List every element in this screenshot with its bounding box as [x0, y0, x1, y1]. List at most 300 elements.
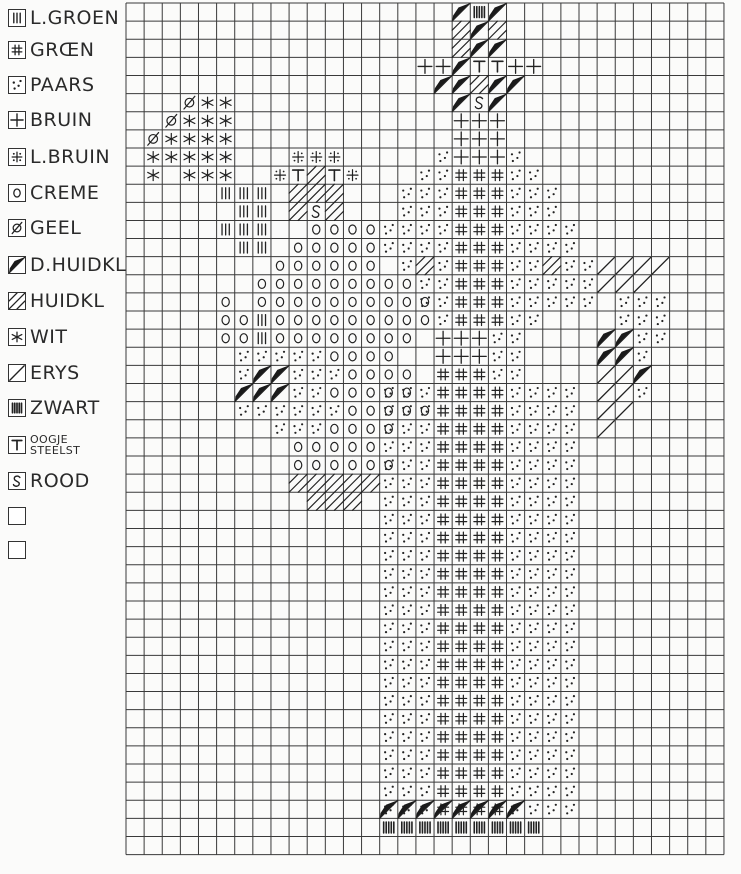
stitch-dots-icon	[547, 478, 557, 489]
stitch-circle-icon	[403, 297, 410, 306]
stitch-hash-icon	[456, 786, 467, 797]
stitch-hash-icon	[474, 496, 485, 507]
stitch-dense-vertical-lines-icon	[474, 7, 484, 18]
stitch-plus-icon	[491, 132, 505, 146]
stitch-circle-icon	[403, 334, 410, 343]
stitch-hash-icon	[474, 206, 485, 217]
stitch-circle-icon	[403, 406, 410, 415]
stitch-dots-icon	[384, 623, 394, 634]
stitch-hash-icon	[492, 188, 503, 199]
stitch-dots-icon	[547, 242, 557, 253]
stitch-hash-icon	[456, 405, 467, 416]
stitch-circle-icon	[331, 334, 338, 343]
stitch-dots-icon	[529, 441, 539, 452]
stitch-hash-icon	[474, 786, 485, 797]
stitch-half-filled-triangle-icon	[398, 800, 416, 818]
stitch-triple-vertical-lines-icon	[240, 224, 247, 235]
stitch-dots-icon	[402, 586, 412, 597]
stitch-dots-icon	[529, 314, 539, 325]
stitch-single-slash-icon	[616, 403, 632, 419]
stitch-dots-icon	[402, 242, 412, 253]
stitch-hash-icon	[492, 750, 503, 761]
stitch-dots-icon	[511, 278, 521, 289]
stitch-dots-icon	[384, 224, 394, 235]
stitch-circle-icon	[295, 279, 302, 288]
stitch-circle-icon	[313, 243, 320, 252]
stitch-hash-icon	[438, 405, 449, 416]
stitch-hash-icon	[492, 623, 503, 634]
stitch-dots-icon	[420, 641, 430, 652]
stitch-dots-icon	[312, 423, 322, 434]
stitch-circle-icon	[222, 316, 229, 325]
stitch-plus-icon	[472, 132, 486, 146]
stitch-dots-icon	[257, 405, 267, 416]
stitch-dots-icon	[547, 568, 557, 579]
stitch-dots-icon	[565, 659, 575, 670]
stitch-plus-icon	[436, 349, 450, 363]
stitch-dots-icon	[493, 369, 503, 380]
stitch-circle-icon	[349, 352, 356, 361]
stitch-dots-icon	[438, 278, 448, 289]
stitch-diagonal-hatch-icon	[470, 75, 488, 93]
stitch-asterisk-icon	[184, 133, 195, 144]
stitch-dots-icon	[511, 314, 521, 325]
stitch-dots-icon	[384, 478, 394, 489]
stitch-dots-icon	[402, 641, 412, 652]
stitch-dots-icon	[529, 170, 539, 181]
stitch-dots-icon	[565, 713, 575, 724]
stitch-circle-icon	[349, 243, 356, 252]
stitch-dots-icon	[420, 623, 430, 634]
stitch-dense-vertical-lines-icon	[420, 822, 430, 833]
stitch-half-filled-triangle-icon	[488, 800, 506, 818]
stitch-diagonal-hatch-icon	[343, 492, 361, 510]
stitch-dense-vertical-lines-icon	[438, 822, 448, 833]
stitch-circle-icon	[313, 225, 320, 234]
stitch-circle-icon	[349, 334, 356, 343]
stitch-circle-icon	[313, 261, 320, 270]
stitch-circle-icon	[295, 261, 302, 270]
stitch-asterisk-icon	[220, 115, 231, 126]
stitch-dots-icon	[384, 568, 394, 579]
stitch-diagonal-hatch-icon	[416, 257, 434, 275]
stitch-half-filled-triangle-icon	[507, 75, 525, 93]
stitch-plus-icon	[509, 60, 523, 74]
stitch-dots-icon	[529, 568, 539, 579]
stitch-dots-icon	[420, 568, 430, 579]
stitch-dots-icon	[420, 786, 430, 797]
stitch-dots-icon	[420, 387, 430, 398]
stitch-hash-icon	[438, 387, 449, 398]
stitch-hash-icon	[474, 641, 485, 652]
stitch-hash-icon	[456, 260, 467, 271]
stitch-dots-icon	[547, 532, 557, 543]
stitch-hash-icon	[438, 677, 449, 688]
stitch-hash-icon	[456, 677, 467, 688]
stitch-dots-icon	[511, 188, 521, 199]
stitch-hash-icon	[438, 568, 449, 579]
stitch-dots-icon	[257, 351, 267, 362]
stitch-single-slash-icon	[616, 366, 632, 382]
stitch-hash-icon	[456, 224, 467, 235]
stitch-dots-icon	[511, 532, 521, 543]
stitch-circle-icon	[331, 297, 338, 306]
stitch-circle-icon	[403, 316, 410, 325]
stitch-hash-icon	[474, 423, 485, 434]
stitch-t-letter-icon	[474, 61, 485, 72]
stitch-dots-icon	[402, 423, 412, 434]
legend-label: L.GROEN	[30, 7, 120, 29]
stitch-dots-icon	[565, 224, 575, 235]
stitch-dots-icon	[384, 677, 394, 688]
legend-label: GEEL	[30, 217, 82, 239]
stitch-hash-icon	[474, 750, 485, 761]
stitch-dots-icon	[565, 786, 575, 797]
stitch-asterisk-icon	[184, 152, 195, 163]
stitch-hash-icon	[456, 496, 467, 507]
stitch-diagonal-hatch-icon	[289, 184, 307, 202]
stitch-circle-icon	[349, 279, 356, 288]
stitch-circle-icon	[258, 297, 265, 306]
stitch-hash-icon	[456, 532, 467, 543]
stitch-dots-icon	[529, 623, 539, 634]
stitch-hash-icon	[492, 514, 503, 525]
stitch-dots-icon	[529, 206, 539, 217]
stitch-asterisk-icon	[202, 152, 213, 163]
stitch-circle-icon	[385, 406, 392, 415]
legend-label: GRŒN	[30, 39, 95, 61]
stitch-circle-icon	[276, 316, 283, 325]
stitch-dots-icon	[275, 351, 285, 362]
stitch-dots-icon	[565, 550, 575, 561]
stitch-dots-icon	[565, 514, 575, 525]
stitch-plus-icon	[418, 60, 432, 74]
stitch-dots-icon	[656, 314, 666, 325]
stitch-hash-icon	[456, 188, 467, 199]
stitch-circle-icon	[421, 297, 428, 306]
stitch-hash-icon	[492, 532, 503, 543]
stitch-dots-icon	[583, 296, 593, 307]
stitch-plus-icon	[527, 60, 541, 74]
stitch-dots-icon	[420, 514, 430, 525]
stitch-dots-icon	[565, 568, 575, 579]
stitch-dots-icon	[547, 586, 557, 597]
stitch-half-filled-triangle-icon	[452, 75, 470, 93]
stitch-diagonal-hatch-icon	[452, 39, 470, 57]
stitch-dense-vertical-lines-icon	[474, 822, 484, 833]
stitch-dots-icon	[438, 314, 448, 325]
stitch-dots-icon	[402, 767, 412, 778]
stitch-triple-vertical-lines-icon	[240, 188, 247, 199]
stitch-t-letter-icon	[329, 170, 340, 181]
stitch-circle-icon	[313, 461, 320, 470]
stitch-hash-icon	[456, 731, 467, 742]
stitch-circle-icon	[349, 442, 356, 451]
stitch-diagonal-hatch-icon	[325, 492, 343, 510]
stitch-circle-icon	[367, 370, 374, 379]
stitch-dots-icon	[529, 677, 539, 688]
stitch-circle-icon	[421, 406, 428, 415]
stitch-half-filled-triangle-icon	[452, 57, 470, 75]
stitch-dots-icon	[511, 351, 521, 362]
stitch-dots-icon	[402, 604, 412, 615]
stitch-dots-icon	[638, 333, 648, 344]
stitch-dots-icon	[438, 260, 448, 271]
stitch-dots-icon	[529, 641, 539, 652]
stitch-hash-icon	[492, 568, 503, 579]
stitch-hash-icon	[438, 478, 449, 489]
stitch-dots-icon	[547, 387, 557, 398]
stitch-hash-icon	[438, 496, 449, 507]
legend-label: L.BRUIN	[30, 146, 111, 168]
stitch-asterisk-icon	[148, 152, 159, 163]
stitch-circle-icon	[367, 279, 374, 288]
stitch-circle-icon	[385, 297, 392, 306]
stitch-hash-icon	[438, 442, 449, 453]
stitch-hash-icon	[456, 695, 467, 706]
stitch-dots-icon	[438, 224, 448, 235]
stitch-dots-icon	[330, 369, 340, 380]
stitch-asterisk-icon	[202, 115, 213, 126]
stitch-dots-icon	[312, 351, 322, 362]
stitch-dots-icon	[529, 496, 539, 507]
stitch-dots-icon	[511, 749, 521, 760]
stitch-circle-icon	[367, 461, 374, 470]
stitch-slashed-circle-icon	[184, 96, 195, 109]
stitch-dots-icon	[529, 695, 539, 706]
stitch-hash-icon	[474, 188, 485, 199]
stitch-dots-icon	[638, 314, 648, 325]
stitch-dots-icon	[293, 387, 303, 398]
stitch-dots-icon	[565, 586, 575, 597]
stitch-dots-icon	[529, 224, 539, 235]
stitch-plus-icon	[454, 150, 468, 164]
stitch-half-filled-triangle-icon	[633, 365, 651, 383]
stitch-hash-icon	[456, 550, 467, 561]
stitch-single-slash-icon	[634, 276, 650, 292]
stitch-hash-icon	[438, 659, 449, 670]
stitch-circle-icon	[349, 225, 356, 234]
stitch-dense-vertical-lines-icon	[529, 822, 539, 833]
stitch-dense-vertical-lines-icon	[511, 822, 521, 833]
stitch-dots-icon	[529, 296, 539, 307]
stitch-circle-icon	[313, 297, 320, 306]
stitch-s-letter-icon	[312, 206, 319, 217]
stitch-half-filled-triangle-icon	[253, 365, 271, 383]
stitch-hash-icon	[456, 659, 467, 670]
stitch-dots-icon	[402, 623, 412, 634]
stitch-dots-icon	[511, 242, 521, 253]
stitch-dots-icon	[420, 604, 430, 615]
stitch-circle-icon	[295, 442, 302, 451]
stitch-dots-icon	[638, 351, 648, 362]
stitch-hash-icon	[474, 405, 485, 416]
stitch-dots-icon	[547, 767, 557, 778]
stitch-hash-icon	[474, 478, 485, 489]
stitch-half-filled-triangle-icon	[597, 329, 615, 347]
stitch-dots-icon	[620, 314, 630, 325]
stitch-dots-icon	[565, 387, 575, 398]
stitch-dots-icon	[656, 296, 666, 307]
stitch-half-filled-triangle-icon	[507, 800, 525, 818]
stitch-hash-icon	[438, 550, 449, 561]
stitch-circle-icon	[367, 388, 374, 397]
stitch-hash-icon	[492, 641, 503, 652]
stitch-dots-icon	[547, 659, 557, 670]
stitch-circle-icon	[295, 243, 302, 252]
stitch-single-slash-icon	[616, 276, 632, 292]
stitch-plus-icon	[491, 114, 505, 128]
stitch-dots-icon	[420, 496, 430, 507]
stitch-dots-icon	[565, 459, 575, 470]
stitch-dots-icon	[402, 677, 412, 688]
stitch-hash-icon	[456, 623, 467, 634]
stitch-dots-icon	[384, 514, 394, 525]
stitch-dots-icon	[547, 514, 557, 525]
stitch-half-filled-triangle-icon	[271, 365, 289, 383]
stitch-dots-icon	[565, 731, 575, 742]
stitch-dots-icon	[529, 767, 539, 778]
stitch-hash-icon	[492, 170, 503, 181]
stitch-dots-icon	[511, 550, 521, 561]
stitch-dots-icon	[511, 496, 521, 507]
stitch-dots-icon	[384, 749, 394, 760]
stitch-dots-icon	[511, 224, 521, 235]
stitch-diagonal-hatch-icon	[325, 184, 343, 202]
stitch-dots-icon	[511, 333, 521, 344]
stitch-dots-icon	[438, 296, 448, 307]
stitch-dots-icon	[547, 641, 557, 652]
stitch-hash-icon	[492, 586, 503, 597]
stitch-dots-icon	[384, 532, 394, 543]
stitch-hash-icon	[492, 550, 503, 561]
stitch-circle-icon	[349, 297, 356, 306]
stitch-dotted-plus-icon	[311, 152, 322, 163]
stitch-hash-icon	[438, 586, 449, 597]
stitch-dots-icon	[529, 405, 539, 416]
stitch-dots-icon	[239, 351, 249, 362]
stitch-dots-icon	[565, 242, 575, 253]
stitch-hash-icon	[456, 460, 467, 471]
stitch-dots-icon	[493, 351, 503, 362]
stitch-dots-icon	[547, 786, 557, 797]
stitch-dots-icon	[384, 242, 394, 253]
stitch-dots-icon	[312, 369, 322, 380]
stitch-circle-icon	[349, 370, 356, 379]
stitch-dots-icon	[511, 405, 521, 416]
stitch-hash-icon	[456, 713, 467, 724]
stitch-dots-icon	[420, 224, 430, 235]
stitch-hash-icon	[474, 605, 485, 616]
stitch-dots-icon	[420, 242, 430, 253]
stitch-dots-icon	[565, 677, 575, 688]
stitch-dots-icon	[511, 296, 521, 307]
stitch-diagonal-hatch-icon	[325, 474, 343, 492]
stitch-hash-icon	[492, 731, 503, 742]
stitch-hash-icon	[492, 297, 503, 308]
stitch-dots-icon	[402, 459, 412, 470]
stitch-dots-icon	[420, 278, 430, 289]
stitch-single-slash-icon	[634, 258, 650, 274]
stitch-dots-icon	[420, 550, 430, 561]
stitch-dots-icon	[402, 441, 412, 452]
stitch-hash-icon	[492, 405, 503, 416]
stitch-dots-icon	[438, 206, 448, 217]
stitch-dots-icon	[239, 405, 249, 416]
stitch-half-filled-triangle-icon	[271, 384, 289, 402]
stitch-asterisk-icon	[202, 170, 213, 181]
stitch-half-filled-triangle-icon	[470, 21, 488, 39]
stitch-dots-icon	[402, 786, 412, 797]
stitch-hash-icon	[492, 442, 503, 453]
stitch-asterisk-icon	[220, 170, 231, 181]
stitch-diagonal-hatch-icon	[343, 474, 361, 492]
stitch-dense-vertical-lines-icon	[456, 822, 466, 833]
stitch-dots-icon	[565, 278, 575, 289]
stitch-hash-icon	[456, 478, 467, 489]
stitch-single-slash-icon	[598, 403, 614, 419]
stitch-dots-icon	[293, 423, 303, 434]
stitch-half-filled-triangle-icon	[452, 3, 470, 21]
stitch-triple-vertical-lines-icon	[222, 224, 229, 235]
stitch-dots-icon	[565, 804, 575, 815]
stitch-hash-icon	[438, 423, 449, 434]
legend-label: OOGJE STEELST	[30, 433, 81, 457]
stitch-hash-icon	[438, 460, 449, 471]
stitch-circle-icon	[313, 279, 320, 288]
stitch-dots-icon	[402, 695, 412, 706]
stitch-hash-icon	[438, 768, 449, 779]
stitch-asterisk-icon	[202, 133, 213, 144]
stitch-dots-icon	[529, 604, 539, 615]
stitch-plus-icon	[454, 114, 468, 128]
stitch-dots-icon	[547, 749, 557, 760]
stitch-circle-icon	[385, 424, 392, 433]
stitch-dots-icon	[583, 260, 593, 271]
stitch-dots-icon	[565, 623, 575, 634]
stitch-circle-icon	[385, 279, 392, 288]
stitch-circle-icon	[367, 261, 374, 270]
stitch-half-filled-triangle-icon	[488, 75, 506, 93]
stitch-single-slash-icon	[598, 366, 614, 382]
stitch-plus-icon	[472, 331, 486, 345]
stitch-half-filled-triangle-icon	[452, 94, 470, 112]
stitch-dots-icon	[529, 478, 539, 489]
stitch-dots-icon	[384, 496, 394, 507]
stitch-dots-icon	[565, 260, 575, 271]
stitch-dense-vertical-lines-icon	[492, 822, 502, 833]
stitch-circle-icon	[421, 316, 428, 325]
stitch-dots-icon	[438, 242, 448, 253]
stitch-dots-icon	[529, 188, 539, 199]
stitch-dots-icon	[384, 695, 394, 706]
stitch-dots-icon	[547, 496, 557, 507]
stitch-circle-icon	[349, 424, 356, 433]
stitch-dots-icon	[565, 441, 575, 452]
stitch-circle-icon	[258, 279, 265, 288]
stitch-hash-icon	[492, 786, 503, 797]
stitch-hash-icon	[492, 460, 503, 471]
stitch-triple-vertical-lines-icon	[258, 315, 265, 326]
stitch-grid	[126, 3, 724, 855]
stitch-s-letter-icon	[475, 97, 482, 108]
stitch-dots-icon	[511, 623, 521, 634]
stitch-circle-icon	[331, 442, 338, 451]
stitch-hash-icon	[474, 713, 485, 724]
stitch-dots-icon	[529, 423, 539, 434]
stitch-circle-icon	[276, 297, 283, 306]
stitch-dots-icon	[565, 695, 575, 706]
